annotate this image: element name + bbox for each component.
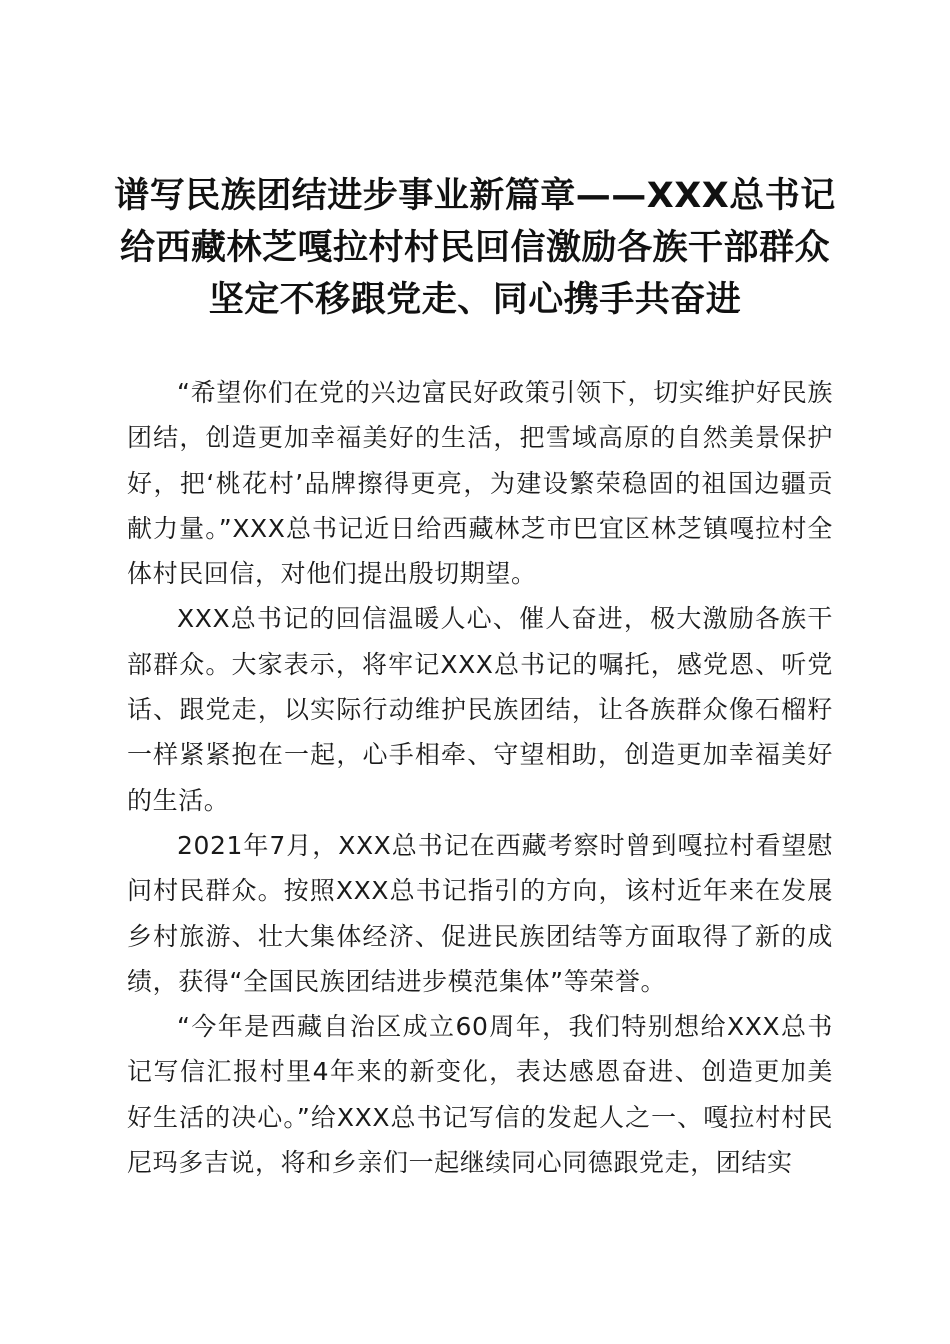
document-title: 谱写民族团结进步事业新篇章——XXX总书记给西藏林芝嘎拉村村民回信激励各族干部群众坚定不移跟党走、同心携手共奋进 <box>114 176 836 320</box>
paragraph-1: “希望你们在党的兴边富民好政策引领下，切实维护好民族团结，创造更加幸福美好的生活，把雪域高原的自然美景保护好，把‘桃花村’品牌擦得更亮，为建设繁荣稳固的祖国边疆贡献力量。”XXX总书记近日给西藏林芝市巴宜区林芝镇嘎拉村全体村民回信，对他们提出殷切期望。 <box>127 378 833 589</box>
document-body <box>127 370 833 1185</box>
paragraph-4: “今年是西藏自治区成立60周年，我们特别想给XXX总书记写信汇报村里4年来的新变化，表达感恩奋进、创造更加美好生活的决心。”给XXX总书记写信的发起人之一、嘎拉村村民尼玛多吉说，将和乡亲们一起继续同心同德跟党走，团结实 <box>127 1012 833 1178</box>
paragraph-2: XXX总书记的回信温暖人心、催人奋进，极大激励各族干部群众。大家表示，将牢记XXX总书记的嘱托，感党恩、听党话、跟党走，以实际行动维护民族团结，让各族群众像石榴籽一样紧紧抱在一起，心手相牵、守望相助，创造更加幸福美好的生活。 <box>127 604 833 815</box>
paragraph-3: 2021年7月，XXX总书记在西藏考察时曾到嘎拉村看望慰问村民群众。按照XXX总书记指引的方向，该村近年来在发展乡村旅游、壮大集体经济、促进民族团结等方面取得了新的成绩，获得“全国民族团结进步模范集体”等荣誉。 <box>127 830 833 996</box>
